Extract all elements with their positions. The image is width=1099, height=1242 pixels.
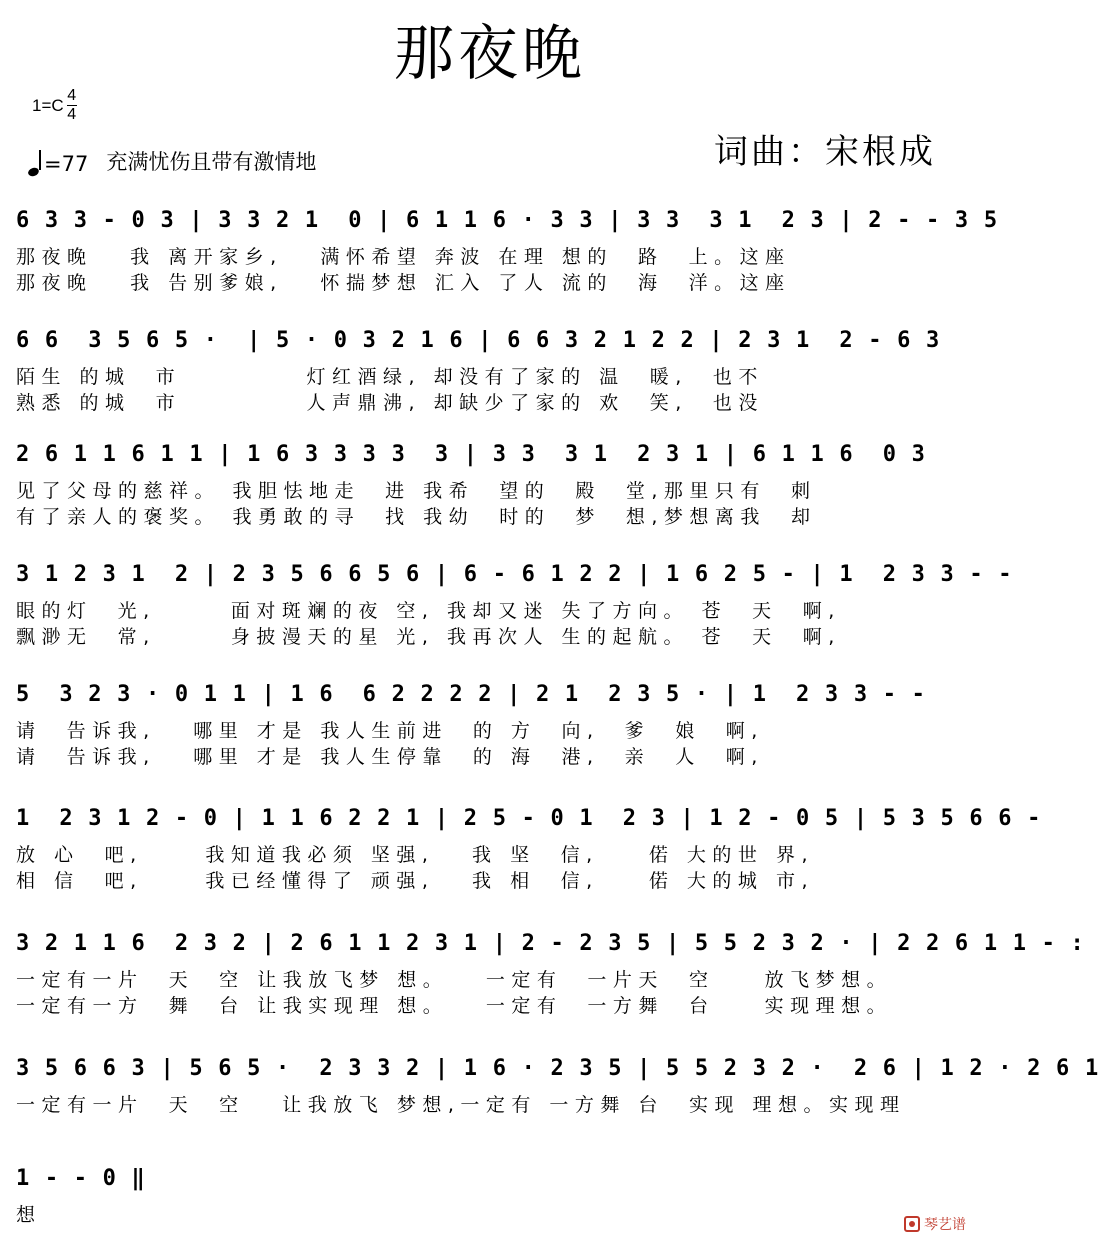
score-system	[16, 1050, 1099, 1118]
lyric-line: 请 告诉我, 哪里 才是 我人生前进 的 方 向, 爹 娘 啊,	[16, 720, 764, 742]
notation-line: 1 - - 0 ‖	[16, 1166, 147, 1191]
lyric-line: 见了父母的慈祥。 我胆怯地走 进 我希 望的 殿 堂,那里只有 刺	[16, 480, 817, 502]
lyrics	[16, 718, 966, 770]
lyric-line: 一定有一方 舞 台 让我实现理 想。 一定有 一方舞 台 实现理想。	[16, 995, 893, 1017]
lyrics	[16, 967, 966, 1019]
lyric-line: 放 心 吧, 我知道我必须 坚强, 我 坚 信, 偌 大的世 界,	[16, 844, 814, 866]
lyric-line: 熟悉 的城 市 人声鼎沸, 却缺少了家的 欢 笑, 也没	[16, 392, 764, 414]
lyrics	[16, 364, 966, 416]
lyric-line: 飘渺无 常, 身披漫天的星 光, 我再次人 生的起航。 苍 天 啊,	[16, 626, 841, 648]
tempo-marking	[28, 146, 316, 176]
time-denominator: 4	[67, 106, 77, 123]
lyric-line: 请 告诉我, 哪里 才是 我人生停靠 的 海 港, 亲 人 啊,	[16, 746, 764, 768]
notation-line: 3 1 2 3 1 2 | 2 3 5 6 6 5 6 | 6 - 6 1 2 2 | 1 6 2 5 - | 1 2 3 3 - -	[16, 562, 1013, 587]
notation-line: 1 2 3 1 2 - 0 | 1 1 6 2 2 1 | 2 5 - 0 1 2 3 | 1 2 - 0 5 | 5 3 5 6 6 -	[16, 806, 1042, 831]
notation-line: 5 3 2 3 · 0 1 1 | 1 6 6 2 2 2 2 | 2 1 2 3 5 · | 1 2 3 3 - -	[16, 682, 927, 707]
score-system	[16, 556, 1013, 650]
watermark-text: 琴艺谱	[924, 1217, 966, 1233]
score-system	[16, 676, 966, 770]
notation-line: 3 2 1 1 6 2 3 2 | 2 6 1 1 2 3 1 | 2 - 2 3 5 | 5 5 2 3 2 · | 2 2 6 1 1 - :	[16, 931, 1085, 956]
lyric-line: 想	[16, 1204, 42, 1226]
lyrics	[16, 598, 966, 650]
lyric-line: 那夜晚 我 告别爹娘, 怀揣梦想 汇入 了人 流的 海 洋。这座	[16, 272, 791, 294]
watermark	[904, 1214, 966, 1234]
notation-line: 3 5 6 6 3 | 5 6 5 · 2 3 3 2 | 1 6 · 2 3 5 | 5 5 2 3 2 · 2 6 | 1 2 · 2 6 1	[16, 1056, 1099, 1081]
time-signature	[67, 88, 77, 123]
lyric-line: 有了亲人的褒奖。 我勇敢的寻 找 我幼 时的 梦 想,梦想离我 却	[16, 506, 817, 528]
lyric-line: 陌生 的城 市 灯红酒绿, 却没有了家的 温 暖, 也不	[16, 366, 764, 388]
lyrics	[16, 1202, 966, 1228]
key-prefix: 1=C	[32, 95, 64, 115]
score-system	[16, 202, 999, 296]
lyrics	[16, 244, 966, 296]
lyric-line: 相 信 吧, 我已经懂得了 顽强, 我 相 信, 偌 大的城 市,	[16, 870, 814, 892]
lyrics	[16, 1092, 966, 1118]
credits: 词曲：宋根成	[714, 132, 936, 172]
score-system	[16, 800, 1042, 894]
score-system	[16, 322, 966, 416]
lyrics	[16, 478, 966, 530]
tempo-bpm: =77	[44, 152, 89, 176]
score-system	[16, 1160, 966, 1228]
key-signature	[32, 88, 77, 123]
song-title: 那夜晚	[394, 19, 586, 89]
lyric-line: 眼的灯 光, 面对斑斓的夜 空, 我却又迷 失了方向。 苍 天 啊,	[16, 600, 841, 622]
notation-line: 2 6 1 1 6 1 1 | 1 6 3 3 3 3 3 | 3 3 3 1 2 3 1 | 6 1 1 6 0 3	[16, 442, 927, 467]
score-system	[16, 925, 1085, 1019]
notation-line: 6 3 3 - 0 3 | 3 3 2 1 0 | 6 1 1 6 · 3 3 | 3 3 3 1 2 3 | 2 - - 3 5	[16, 208, 999, 233]
watermark-logo-icon	[904, 1216, 920, 1232]
notation-line: 6 6 3 5 6 5 · | 5 · 0 3 2 1 6 | 6 6 3 2 1 2 2 | 2 3 1 2 - 6 3	[16, 328, 941, 353]
lyric-line: 那夜晚 我 离开家乡, 满怀希望 奔波 在理 想的 路 上。这座	[16, 246, 791, 268]
tempo-expression: 充满忧伤且带有激情地	[106, 150, 317, 174]
time-numerator: 4	[67, 87, 77, 104]
score-system	[16, 436, 966, 530]
quarter-note-icon	[28, 150, 42, 176]
lyric-line: 一定有一片 天 空 让我放飞梦 想。 一定有 一片天 空 放飞梦想。	[16, 969, 893, 991]
lyric-line: 一定有一片 天 空 让我放飞 梦想,一定有 一方舞 台 实现 理想。实现理	[16, 1094, 906, 1116]
lyrics	[16, 842, 966, 894]
